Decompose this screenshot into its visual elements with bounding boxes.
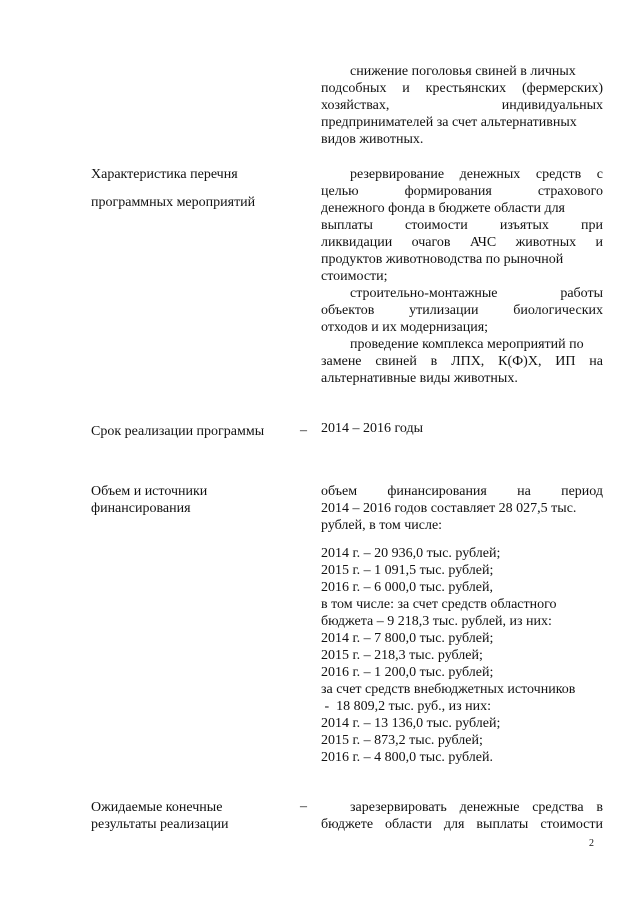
- text-line: целью формирования страхового: [321, 184, 603, 199]
- text-line: проведение комплекса мероприятий по: [350, 337, 584, 352]
- text-line: 2014 г. – 20 936,0 тыс. рублей;: [321, 546, 501, 561]
- row-label: Ожидаемые конечные: [91, 800, 223, 815]
- text-line: рублей, в том числе:: [321, 518, 443, 533]
- text-line: стоимости;: [321, 269, 388, 284]
- text-line: снижение поголовья свиней в личных: [350, 64, 576, 79]
- text-line: зарезервировать денежные средства в: [350, 800, 603, 815]
- text-line: 2014 – 2016 годов составляет 28 027,5 тыс.: [321, 501, 577, 516]
- text-line: объектов утилизации биологических: [321, 303, 603, 318]
- dash-separator: –: [300, 423, 307, 438]
- dash-separator: –: [300, 799, 307, 814]
- page-number: 2: [589, 838, 594, 849]
- text-line: предпринимателей за счет альтернативных: [321, 115, 577, 130]
- text-line: видов животных.: [321, 132, 424, 147]
- text-line: отходов и их модернизация;: [321, 320, 489, 335]
- text-line: хозяйствах, индивидуальных: [321, 98, 603, 113]
- text-line: 2015 г. – 873,2 тыс. рублей;: [321, 733, 483, 748]
- text-line: резервирование денежных средств с: [350, 167, 603, 182]
- text-line: 2014 г. – 7 800,0 тыс. рублей;: [321, 631, 494, 646]
- text-line: 2016 г. – 4 800,0 тыс. рублей.: [321, 750, 493, 765]
- text-line: объем финансирования на период: [321, 484, 603, 499]
- row-label: Объем и источники: [91, 484, 208, 499]
- text-line: денежного фонда в бюджете области для: [321, 201, 565, 216]
- text-line: 2016 г. – 1 200,0 тыс. рублей;: [321, 665, 494, 680]
- text-line: продуктов животноводства по рыночной: [321, 252, 564, 267]
- row-label: результаты реализации: [91, 817, 229, 832]
- row-label: Срок реализации программы: [91, 424, 265, 439]
- text-line: в том числе: за счет средств областного: [321, 597, 557, 612]
- text-line: ликвидации очагов АЧС животных и: [321, 235, 603, 250]
- text-line: 2015 г. – 218,3 тыс. рублей;: [321, 648, 483, 663]
- text-line: строительно-монтажные работы: [350, 286, 603, 301]
- text-line: бюджета – 9 218,3 тыс. рублей, из них:: [321, 614, 552, 629]
- row-label: финансирования: [91, 501, 191, 516]
- row-label: программных мероприятий: [91, 195, 256, 210]
- row-label: Характеристика перечня: [91, 167, 238, 182]
- term-value: 2014 – 2016 годы: [321, 421, 424, 436]
- text-line: подсобных и крестьянских (фермерских): [321, 81, 603, 96]
- text-line: 2014 г. – 13 136,0 тыс. рублей;: [321, 716, 501, 731]
- text-line: - 18 809,2 тыс. руб., из них:: [321, 699, 492, 714]
- text-line: замене свиней в ЛПХ, К(Ф)Х, ИП на: [321, 354, 603, 369]
- text-line: альтернативные виды животных.: [321, 371, 518, 386]
- text-line: выплаты стоимости изъятых при: [321, 218, 603, 233]
- text-line: бюджете области для выплаты стоимости: [321, 817, 603, 832]
- text-line: 2015 г. – 1 091,5 тыс. рублей;: [321, 563, 494, 578]
- text-line: 2016 г. – 6 000,0 тыс. рублей,: [321, 580, 493, 595]
- text-line: за счет средств внебюджетных источников: [321, 682, 576, 697]
